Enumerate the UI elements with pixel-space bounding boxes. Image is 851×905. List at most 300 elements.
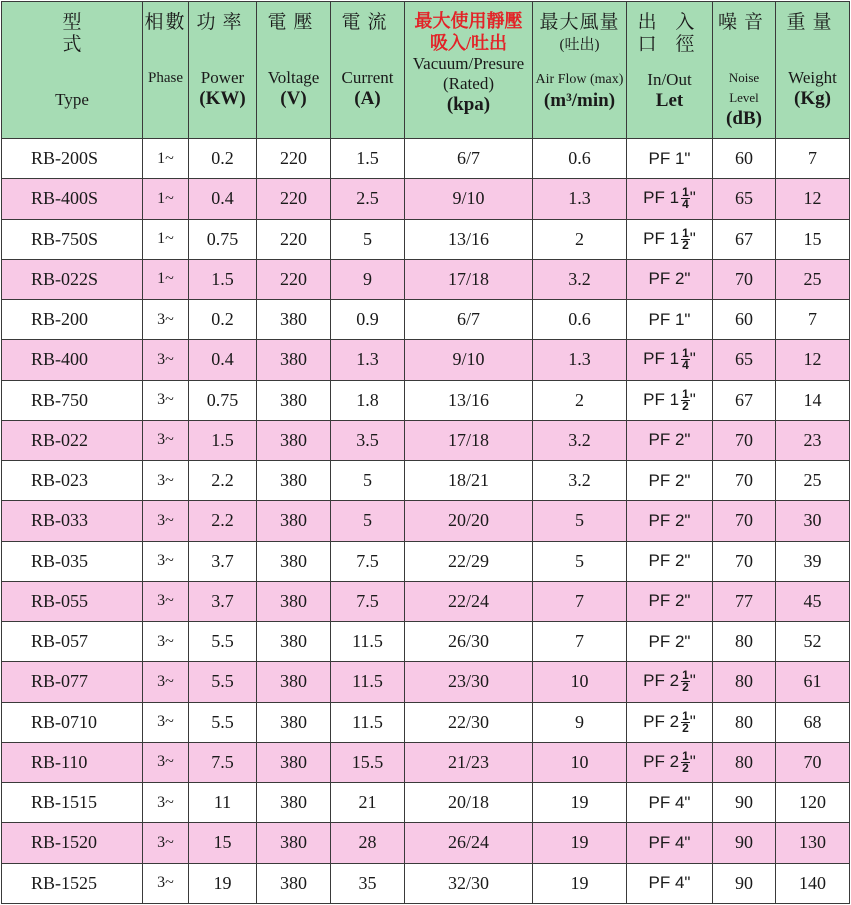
cell-power: 0.4 <box>189 340 257 380</box>
table-body <box>2 139 850 904</box>
header-power-zh: 功率 <box>196 12 249 33</box>
cell-weight: 39 <box>776 541 850 581</box>
cell-power: 2.2 <box>189 461 257 501</box>
cell-phase: 3~ <box>143 501 189 541</box>
header-phase-zh: 相數 <box>144 12 187 33</box>
header-voltage-en: Voltage <box>267 68 320 87</box>
let-inch-mark: " <box>684 269 691 289</box>
header-power <box>189 2 257 139</box>
cell-weight: 12 <box>776 340 850 380</box>
table-row <box>2 340 850 380</box>
let-fraction-num: 1 <box>682 225 689 240</box>
cell-weight: 120 <box>776 783 850 823</box>
let-inch-mark: " <box>689 711 696 731</box>
cell-voltage: 220 <box>257 179 331 219</box>
cell-phase: 3~ <box>143 541 189 581</box>
cell-let <box>627 461 713 501</box>
let-inch-mark: " <box>689 349 696 369</box>
table-header <box>2 2 850 139</box>
cell-let <box>627 863 713 904</box>
cell-voltage: 220 <box>257 219 331 259</box>
table-row <box>2 461 850 501</box>
let-prefix: PF 2 <box>648 591 685 611</box>
cell-airflow: 0.6 <box>533 139 627 179</box>
let-prefix: PF 1 <box>643 228 680 248</box>
cell-model: RB-0710 <box>2 702 143 742</box>
cell-noise: 80 <box>713 742 776 782</box>
let-fraction-num: 1 <box>682 346 689 361</box>
table-row <box>2 622 850 662</box>
let-prefix: PF 2 <box>643 751 680 771</box>
cell-current: 1.3 <box>331 340 405 380</box>
header-phase-en: Phase <box>148 70 183 86</box>
cell-model: RB-750 <box>2 380 143 420</box>
let-fraction-num: 1 <box>682 708 689 723</box>
cell-power: 3.7 <box>189 541 257 581</box>
let-prefix: PF 2 <box>648 470 685 490</box>
let-fraction <box>681 670 690 693</box>
cell-pressure: 13/16 <box>405 219 533 259</box>
cell-noise: 80 <box>713 622 776 662</box>
cell-current: 11.5 <box>331 622 405 662</box>
cell-model: RB-033 <box>2 501 143 541</box>
cell-pressure: 22/29 <box>405 541 533 581</box>
cell-noise: 90 <box>713 783 776 823</box>
table-row <box>2 742 850 782</box>
cell-power: 1.5 <box>189 259 257 299</box>
let-inch-mark: " <box>689 228 696 248</box>
cell-model: RB-055 <box>2 581 143 621</box>
let-fraction-den: 2 <box>682 680 689 695</box>
cell-current: 21 <box>331 783 405 823</box>
cell-phase: 1~ <box>143 219 189 259</box>
let-inch-mark: " <box>684 792 691 812</box>
cell-model: RB-1525 <box>2 863 143 904</box>
header-inout-en: In/Out <box>647 70 692 89</box>
header-airflow-zh: 最大風量 <box>539 12 620 33</box>
cell-model: RB-1520 <box>2 823 143 863</box>
header-voltage <box>257 2 331 139</box>
let-fraction-den: 2 <box>682 398 689 413</box>
cell-phase: 3~ <box>143 420 189 460</box>
cell-let <box>627 823 713 863</box>
cell-weight: 70 <box>776 742 850 782</box>
cell-let <box>627 380 713 420</box>
cell-phase: 3~ <box>143 702 189 742</box>
cell-airflow: 3.2 <box>533 259 627 299</box>
cell-model: RB-023 <box>2 461 143 501</box>
cell-let <box>627 300 713 340</box>
table-row <box>2 823 850 863</box>
cell-voltage: 380 <box>257 662 331 702</box>
let-prefix: PF 2 <box>648 551 685 571</box>
header-type-zh: 型 式 <box>62 12 112 55</box>
cell-phase: 1~ <box>143 259 189 299</box>
cell-voltage: 380 <box>257 300 331 340</box>
header-current-unit: (A) <box>354 88 381 109</box>
cell-airflow: 19 <box>533 823 627 863</box>
cell-let <box>627 702 713 742</box>
cell-power: 0.75 <box>189 219 257 259</box>
cell-airflow: 9 <box>533 702 627 742</box>
let-prefix: PF 2 <box>648 631 685 651</box>
cell-pressure: 9/10 <box>405 340 533 380</box>
let-fraction-den: 4 <box>682 197 689 212</box>
cell-weight: 7 <box>776 300 850 340</box>
cell-model: RB-1515 <box>2 783 143 823</box>
cell-power: 0.75 <box>189 380 257 420</box>
let-inch-mark: " <box>684 631 691 651</box>
header-airflow-unit: (m³/min) <box>543 90 616 111</box>
let-prefix: PF 1 <box>643 389 680 409</box>
cell-phase: 3~ <box>143 783 189 823</box>
cell-power: 5.5 <box>189 622 257 662</box>
cell-weight: 12 <box>776 179 850 219</box>
header-weight-zh: 重量 <box>786 12 839 33</box>
cell-current: 11.5 <box>331 702 405 742</box>
header-pressure <box>405 2 533 139</box>
let-inch-mark: " <box>689 389 696 409</box>
let-fraction <box>681 225 690 252</box>
header-power-en: Power <box>200 68 245 87</box>
cell-model: RB-022S <box>2 259 143 299</box>
header-noise-en: Noise Level <box>728 70 760 105</box>
let-inch-mark: " <box>684 551 691 571</box>
cell-voltage: 380 <box>257 340 331 380</box>
let-inch-mark: " <box>684 148 691 168</box>
cell-pressure: 26/24 <box>405 823 533 863</box>
cell-pressure: 20/20 <box>405 501 533 541</box>
header-current-en: Current <box>341 68 394 87</box>
header-type <box>2 2 143 139</box>
cell-phase: 1~ <box>143 139 189 179</box>
header-noise-unit: (dB) <box>726 108 762 129</box>
let-fraction-num: 1 <box>682 386 689 401</box>
cell-model: RB-057 <box>2 622 143 662</box>
cell-model: RB-022 <box>2 420 143 460</box>
header-airflow-en: Air Flow (max) <box>535 72 624 87</box>
let-prefix: PF 2 <box>643 671 680 691</box>
cell-let <box>627 581 713 621</box>
cell-weight: 15 <box>776 219 850 259</box>
let-inch-mark: " <box>689 188 696 208</box>
let-prefix: PF 4 <box>648 832 685 852</box>
header-pressure-unit: (kpa) <box>446 94 491 115</box>
cell-voltage: 380 <box>257 702 331 742</box>
let-fraction-den: 2 <box>682 760 689 775</box>
header-inout-unit: Let <box>655 90 684 111</box>
cell-airflow: 5 <box>533 541 627 581</box>
cell-weight: 7 <box>776 139 850 179</box>
cell-pressure: 21/23 <box>405 742 533 782</box>
table-row <box>2 139 850 179</box>
cell-phase: 3~ <box>143 380 189 420</box>
cell-noise: 90 <box>713 863 776 904</box>
let-inch-mark: " <box>684 430 691 450</box>
header-type-en: Type <box>55 90 89 109</box>
cell-noise: 80 <box>713 662 776 702</box>
header-voltage-zh: 電壓 <box>267 12 320 33</box>
cell-phase: 3~ <box>143 300 189 340</box>
cell-weight: 45 <box>776 581 850 621</box>
cell-power: 3.7 <box>189 581 257 621</box>
cell-let <box>627 139 713 179</box>
cell-airflow: 1.3 <box>533 340 627 380</box>
let-fraction <box>681 708 690 735</box>
let-fraction <box>681 187 690 210</box>
let-prefix: PF 1 <box>643 349 680 369</box>
table-row <box>2 702 850 742</box>
let-fraction-den: 2 <box>682 237 689 252</box>
cell-power: 5.5 <box>189 662 257 702</box>
cell-phase: 3~ <box>143 662 189 702</box>
let-prefix: PF 2 <box>643 711 680 731</box>
table-row <box>2 863 850 904</box>
cell-voltage: 380 <box>257 380 331 420</box>
header-pressure-zh: 最大使用靜壓 <box>414 11 523 31</box>
let-fraction-num: 1 <box>682 668 689 683</box>
header-phase <box>143 2 189 139</box>
let-fraction <box>681 748 690 775</box>
let-inch-mark: " <box>684 832 691 852</box>
let-fraction-den: 2 <box>682 720 689 735</box>
table-row <box>2 541 850 581</box>
table-row <box>2 783 850 823</box>
cell-voltage: 380 <box>257 783 331 823</box>
cell-airflow: 5 <box>533 501 627 541</box>
let-prefix: PF 1 <box>648 309 685 329</box>
cell-noise: 70 <box>713 420 776 460</box>
cell-model: RB-750S <box>2 219 143 259</box>
cell-noise: 67 <box>713 380 776 420</box>
let-inch-mark: " <box>684 309 691 329</box>
let-inch-mark: " <box>689 671 696 691</box>
cell-noise: 65 <box>713 340 776 380</box>
cell-voltage: 380 <box>257 420 331 460</box>
cell-current: 7.5 <box>331 541 405 581</box>
cell-voltage: 380 <box>257 581 331 621</box>
cell-current: 0.9 <box>331 300 405 340</box>
cell-power: 0.4 <box>189 179 257 219</box>
cell-power: 0.2 <box>189 139 257 179</box>
cell-pressure: 32/30 <box>405 863 533 904</box>
cell-voltage: 220 <box>257 139 331 179</box>
let-prefix: PF 1 <box>643 188 680 208</box>
cell-airflow: 19 <box>533 783 627 823</box>
cell-noise: 77 <box>713 581 776 621</box>
header-current-zh: 電流 <box>341 12 394 33</box>
cell-voltage: 380 <box>257 742 331 782</box>
cell-power: 1.5 <box>189 420 257 460</box>
cell-current: 2.5 <box>331 179 405 219</box>
header-pressure-zh2: 吸入/吐出 <box>429 33 507 53</box>
let-inch-mark: " <box>684 873 691 893</box>
header-noise <box>713 2 776 139</box>
cell-noise: 65 <box>713 179 776 219</box>
cell-voltage: 380 <box>257 863 331 904</box>
cell-pressure: 22/24 <box>405 581 533 621</box>
cell-airflow: 2 <box>533 380 627 420</box>
table-row <box>2 420 850 460</box>
let-fraction <box>681 348 690 371</box>
cell-current: 3.5 <box>331 420 405 460</box>
cell-noise: 80 <box>713 702 776 742</box>
table-row <box>2 501 850 541</box>
cell-let <box>627 742 713 782</box>
cell-phase: 3~ <box>143 742 189 782</box>
cell-noise: 90 <box>713 823 776 863</box>
header-airflow-zh2: (吐出) <box>559 37 600 53</box>
cell-pressure: 26/30 <box>405 622 533 662</box>
cell-phase: 1~ <box>143 179 189 219</box>
cell-noise: 70 <box>713 461 776 501</box>
cell-model: RB-400S <box>2 179 143 219</box>
cell-let <box>627 179 713 219</box>
cell-weight: 23 <box>776 420 850 460</box>
cell-power: 0.2 <box>189 300 257 340</box>
cell-current: 5 <box>331 219 405 259</box>
cell-noise: 70 <box>713 541 776 581</box>
cell-noise: 70 <box>713 501 776 541</box>
cell-pressure: 20/18 <box>405 783 533 823</box>
cell-airflow: 10 <box>533 742 627 782</box>
cell-current: 11.5 <box>331 662 405 702</box>
cell-power: 15 <box>189 823 257 863</box>
cell-phase: 3~ <box>143 461 189 501</box>
cell-model: RB-035 <box>2 541 143 581</box>
cell-pressure: 22/30 <box>405 702 533 742</box>
header-pressure-en2: (Rated) <box>443 74 494 93</box>
cell-model: RB-200S <box>2 139 143 179</box>
header-inout-zh2: 口 徑 <box>637 34 702 55</box>
cell-airflow: 7 <box>533 622 627 662</box>
cell-current: 1.5 <box>331 139 405 179</box>
cell-let <box>627 783 713 823</box>
let-prefix: PF 4 <box>648 792 685 812</box>
let-fraction-num: 1 <box>682 185 689 200</box>
cell-pressure: 23/30 <box>405 662 533 702</box>
cell-let <box>627 622 713 662</box>
header-airflow <box>533 2 627 139</box>
cell-let <box>627 541 713 581</box>
cell-model: RB-200 <box>2 300 143 340</box>
cell-current: 15.5 <box>331 742 405 782</box>
cell-let <box>627 501 713 541</box>
table-row <box>2 380 850 420</box>
table-row <box>2 581 850 621</box>
cell-weight: 68 <box>776 702 850 742</box>
cell-voltage: 380 <box>257 501 331 541</box>
header-pressure-en: Vacuum/Presure <box>412 54 525 73</box>
cell-power: 2.2 <box>189 501 257 541</box>
header-weight-unit: (Kg) <box>794 88 831 109</box>
cell-power: 7.5 <box>189 742 257 782</box>
cell-model: RB-077 <box>2 662 143 702</box>
cell-airflow: 10 <box>533 662 627 702</box>
cell-current: 5 <box>331 501 405 541</box>
cell-pressure: 17/18 <box>405 259 533 299</box>
let-inch-mark: " <box>684 510 691 530</box>
cell-phase: 3~ <box>143 823 189 863</box>
let-inch-mark: " <box>684 591 691 611</box>
let-prefix: PF 2 <box>648 430 685 450</box>
header-noise-zh: 噪音 <box>717 12 770 33</box>
cell-weight: 25 <box>776 259 850 299</box>
cell-pressure: 6/7 <box>405 300 533 340</box>
table-row <box>2 179 850 219</box>
cell-phase: 3~ <box>143 622 189 662</box>
cell-noise: 70 <box>713 259 776 299</box>
cell-power: 11 <box>189 783 257 823</box>
cell-weight: 14 <box>776 380 850 420</box>
cell-phase: 3~ <box>143 581 189 621</box>
cell-noise: 67 <box>713 219 776 259</box>
cell-let <box>627 259 713 299</box>
table-row <box>2 219 850 259</box>
cell-weight: 140 <box>776 863 850 904</box>
header-weight-en: Weight <box>788 68 837 87</box>
cell-let <box>627 219 713 259</box>
cell-current: 7.5 <box>331 581 405 621</box>
cell-voltage: 220 <box>257 259 331 299</box>
let-prefix: PF 1 <box>648 148 685 168</box>
cell-pressure: 18/21 <box>405 461 533 501</box>
cell-pressure: 17/18 <box>405 420 533 460</box>
table-row <box>2 662 850 702</box>
cell-weight: 61 <box>776 662 850 702</box>
cell-pressure: 13/16 <box>405 380 533 420</box>
let-prefix: PF 2 <box>648 269 685 289</box>
header-current <box>331 2 405 139</box>
cell-airflow: 2 <box>533 219 627 259</box>
cell-power: 5.5 <box>189 702 257 742</box>
cell-airflow: 7 <box>533 581 627 621</box>
cell-airflow: 3.2 <box>533 461 627 501</box>
cell-phase: 3~ <box>143 863 189 904</box>
cell-weight: 30 <box>776 501 850 541</box>
cell-airflow: 3.2 <box>533 420 627 460</box>
cell-power: 19 <box>189 863 257 904</box>
let-inch-mark: " <box>684 470 691 490</box>
cell-airflow: 0.6 <box>533 300 627 340</box>
cell-pressure: 6/7 <box>405 139 533 179</box>
cell-voltage: 380 <box>257 541 331 581</box>
cell-voltage: 380 <box>257 622 331 662</box>
cell-weight: 130 <box>776 823 850 863</box>
let-fraction-den: 4 <box>682 358 689 373</box>
header-weight <box>776 2 850 139</box>
cell-weight: 25 <box>776 461 850 501</box>
cell-airflow: 19 <box>533 863 627 904</box>
cell-current: 5 <box>331 461 405 501</box>
header-inout-zh: 出 入 <box>637 12 702 33</box>
cell-weight: 52 <box>776 622 850 662</box>
table-row <box>2 300 850 340</box>
cell-current: 35 <box>331 863 405 904</box>
header-power-unit: (KW) <box>199 88 246 109</box>
let-prefix: PF 2 <box>648 510 685 530</box>
cell-model: RB-110 <box>2 742 143 782</box>
cell-phase: 3~ <box>143 340 189 380</box>
cell-model: RB-400 <box>2 340 143 380</box>
cell-let <box>627 340 713 380</box>
cell-current: 1.8 <box>331 380 405 420</box>
cell-noise: 60 <box>713 300 776 340</box>
cell-noise: 60 <box>713 139 776 179</box>
cell-current: 9 <box>331 259 405 299</box>
let-inch-mark: " <box>689 751 696 771</box>
let-prefix: PF 4 <box>648 873 685 893</box>
